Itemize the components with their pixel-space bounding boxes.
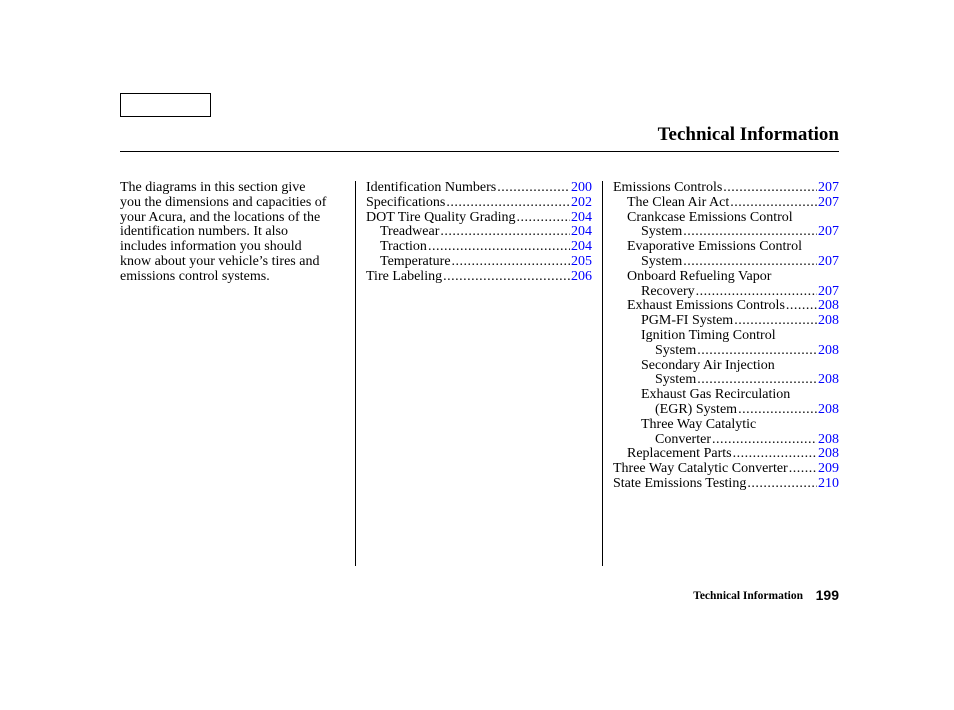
toc-entry[interactable] bbox=[366, 196, 592, 211]
dot-leader bbox=[696, 285, 817, 300]
dot-leader bbox=[683, 255, 817, 270]
toc-page-link[interactable]: 207 bbox=[818, 283, 839, 299]
toc-page-link[interactable]: 205 bbox=[571, 253, 592, 269]
dot-leader bbox=[428, 240, 570, 255]
toc-entry[interactable] bbox=[366, 270, 592, 285]
intro-line: includes information you should bbox=[120, 239, 302, 255]
dot-leader bbox=[683, 225, 817, 240]
intro-line: emissions control systems. bbox=[120, 268, 270, 284]
toc-entry-label: Ignition Timing Control bbox=[641, 327, 776, 343]
page-title: Technical Information bbox=[657, 124, 839, 145]
toc-entry[interactable] bbox=[613, 314, 839, 329]
toc-page-link[interactable]: 207 bbox=[818, 253, 839, 269]
dot-leader bbox=[497, 181, 570, 196]
dot-leader bbox=[697, 344, 817, 359]
toc-entry[interactable] bbox=[613, 329, 839, 359]
toc-page-link[interactable]: 202 bbox=[571, 194, 592, 210]
toc-entry-label: Tire Labeling bbox=[366, 268, 443, 284]
toc-entry-label: State Emissions Testing bbox=[613, 475, 747, 491]
dot-leader bbox=[516, 211, 570, 226]
toc-entry-label: Emissions Controls bbox=[613, 180, 723, 195]
toc-entry[interactable] bbox=[613, 196, 839, 211]
intro-line: identification numbers. It also bbox=[120, 224, 288, 240]
dot-leader bbox=[452, 255, 570, 270]
toc-entry-label: Three Way Catalytic bbox=[641, 416, 757, 432]
dot-leader bbox=[730, 196, 817, 211]
intro-paragraph bbox=[120, 181, 348, 285]
toc-entry-label: Identification Numbers bbox=[366, 180, 497, 195]
toc-entry[interactable] bbox=[613, 477, 839, 492]
toc-entry[interactable] bbox=[613, 418, 839, 448]
toc-page-link[interactable]: 200 bbox=[571, 180, 592, 195]
toc-entry-label-continued: System bbox=[655, 342, 697, 358]
toc-page-link[interactable]: 210 bbox=[818, 475, 839, 491]
toc-entry[interactable] bbox=[613, 270, 839, 300]
toc-page-link[interactable]: 209 bbox=[818, 461, 839, 477]
toc-entry-label: Secondary Air Injection bbox=[641, 357, 775, 373]
toc-page-link[interactable]: 208 bbox=[818, 342, 839, 358]
toc-entry-label: PGM-FI System bbox=[641, 313, 734, 329]
toc-entry-label-continued: (EGR) System bbox=[655, 401, 738, 417]
toc-entry-label-continued: System bbox=[641, 253, 683, 269]
toc-page-link[interactable]: 208 bbox=[818, 431, 839, 447]
intro-line: The diagrams in this section give bbox=[120, 180, 306, 195]
toc-entry-label: Treadwear bbox=[380, 224, 440, 240]
dot-leader bbox=[734, 314, 817, 329]
dot-leader bbox=[733, 447, 817, 462]
footer-page-number: 199 bbox=[815, 587, 839, 603]
toc-entry[interactable] bbox=[613, 240, 839, 270]
toc-page-link[interactable]: 207 bbox=[818, 180, 839, 195]
toc-entry-label: Temperature bbox=[380, 253, 451, 269]
toc-entry-label: Specifications bbox=[366, 194, 446, 210]
toc-entry-label-continued: Recovery bbox=[641, 283, 695, 299]
dot-leader bbox=[738, 403, 817, 418]
toc-page-link[interactable]: 206 bbox=[571, 268, 592, 284]
toc-entry[interactable] bbox=[613, 447, 839, 462]
toc-entry-label-continued: System bbox=[655, 372, 697, 388]
dot-leader bbox=[440, 225, 570, 240]
dot-leader bbox=[786, 299, 817, 314]
toc-entry-label: The Clean Air Act bbox=[627, 194, 730, 210]
dot-leader bbox=[747, 477, 817, 492]
intro-line: you the dimensions and capacities of bbox=[120, 194, 327, 210]
toc-entry[interactable] bbox=[613, 299, 839, 314]
toc-page-link[interactable]: 204 bbox=[571, 209, 592, 225]
toc-entry-label: Exhaust Emissions Controls bbox=[627, 298, 785, 314]
toc-entry[interactable] bbox=[613, 181, 839, 196]
toc-entry[interactable] bbox=[613, 388, 839, 418]
toc-page-link[interactable]: 208 bbox=[818, 446, 839, 462]
toc-page-link[interactable]: 208 bbox=[818, 298, 839, 314]
toc-entry[interactable] bbox=[366, 255, 592, 270]
toc-page-link[interactable]: 208 bbox=[818, 372, 839, 388]
toc-entry-label-continued: System bbox=[641, 224, 683, 240]
footer-section-title: Technical Information bbox=[693, 590, 803, 602]
toc-entry-label: Crankcase Emissions Control bbox=[627, 209, 793, 225]
toc-page-link[interactable]: 207 bbox=[818, 224, 839, 240]
toc-page-link[interactable]: 204 bbox=[571, 239, 592, 255]
dot-leader bbox=[443, 270, 570, 285]
toc-entry-label: Traction bbox=[380, 239, 427, 255]
toc-column-1 bbox=[366, 181, 592, 285]
dot-leader bbox=[789, 462, 817, 477]
intro-line: your Acura, and the locations of the bbox=[120, 209, 321, 225]
toc-entry[interactable] bbox=[613, 211, 839, 241]
toc-entry-label: Exhaust Gas Recirculation bbox=[641, 387, 791, 403]
toc-column-2 bbox=[613, 181, 839, 492]
dot-leader bbox=[712, 433, 817, 448]
toc-entry-label: DOT Tire Quality Grading bbox=[366, 209, 516, 225]
toc-entry[interactable] bbox=[613, 359, 839, 389]
toc-page-link[interactable]: 208 bbox=[818, 401, 839, 417]
toc-entry-label: Evaporative Emissions Control bbox=[627, 239, 802, 255]
title-rule bbox=[120, 151, 839, 152]
toc-entry[interactable] bbox=[366, 211, 592, 226]
dot-leader bbox=[697, 373, 817, 388]
section-tab-box bbox=[120, 93, 211, 117]
toc-entry[interactable] bbox=[366, 181, 592, 196]
toc-page-link[interactable]: 204 bbox=[571, 224, 592, 240]
toc-entry-label-continued: Converter bbox=[655, 431, 711, 447]
dot-leader bbox=[723, 181, 817, 196]
toc-entry-label: Three Way Catalytic Converter bbox=[613, 461, 788, 477]
intro-line: know about your vehicle’s tires and bbox=[120, 253, 320, 269]
column-divider bbox=[602, 181, 603, 566]
toc-entry[interactable] bbox=[613, 462, 839, 477]
toc-page-link[interactable]: 208 bbox=[818, 313, 839, 329]
column-divider bbox=[355, 181, 356, 566]
toc-entry-label: Replacement Parts bbox=[627, 446, 732, 462]
toc-entry-label: Onboard Refueling Vapor bbox=[627, 268, 772, 284]
toc-entry[interactable] bbox=[366, 240, 592, 255]
toc-entry[interactable] bbox=[366, 225, 592, 240]
toc-page-link[interactable]: 207 bbox=[818, 194, 839, 210]
dot-leader bbox=[446, 196, 570, 211]
